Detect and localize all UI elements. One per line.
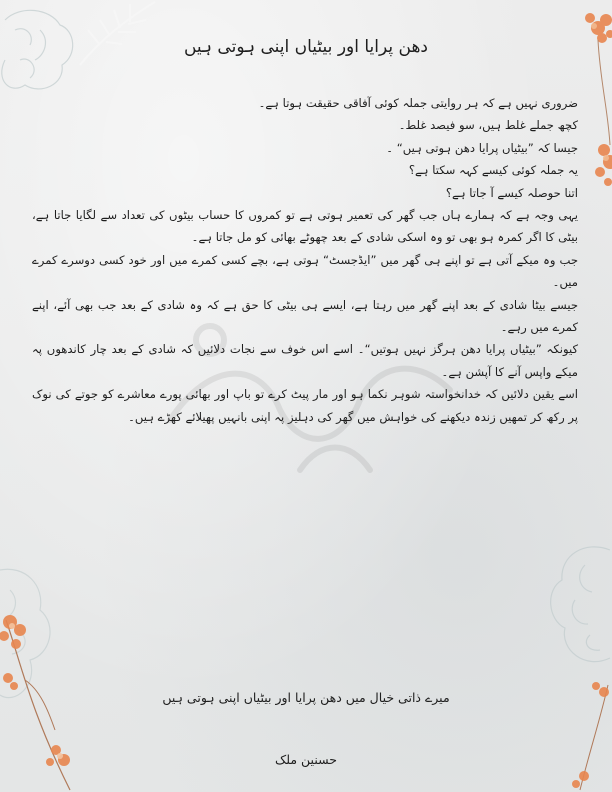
body-paragraph: اسے یقین دلائیں کہ خدانخواستہ شوہر نکما ہو اور مار پیٹ کرے تو باپ اور بھائی پورے معاشرے کو جوتے کی نوک پر رکھ کر تمھیں زندہ دیکھنے کی خواہش میں گھر کی دہلیز پہ اپنی بانہیں پھیلائے کھڑے ہیں۔: [32, 387, 578, 424]
body-paragraph: یہ جملہ کوئی کیسے کہہ سکتا ہے؟: [408, 163, 578, 178]
leaf-sprig-decoration: [70, 0, 160, 70]
body-paragraph: جب وہ میکے آتی ہے تو اپنے ہی گھر میں ”ایڈجسٹ“ ہوتی ہے، بچے کسی کمرے میں اور خود کسی دوسرے کمرے میں۔: [32, 252, 578, 290]
body-paragraph: جیسے بیٹا شادی کے بعد اپنے گھر میں رہتا ہے، ایسے ہی بیٹی کا حق ہے کہ وہ شادی کے بعد جب بھی آئے، اپنے کمرے میں رہے۔: [32, 297, 578, 335]
body-paragraph: کچھ جملے غلط ہیں، سو فیصد غلط۔: [398, 118, 578, 133]
body-paragraph: ضروری نہیں ہے کہ ہر روایتی جملہ کوئی آفاقی حقیقت ہوتا ہے۔: [258, 96, 578, 110]
brain-sketch-decoration-right: [540, 540, 612, 680]
document-body: [32, 92, 578, 428]
body-paragraph: جیسا کہ ”بیٹیاں پرایا دھن ہوتی ہیں“ ۔: [386, 140, 578, 155]
document-title: دھن پرایا اور بیٹیاں اپنی ہوتی ہیں: [183, 37, 428, 57]
closing-line: میرے ذاتی خیال میں دھن پرایا اور بیٹیاں اپنی ہوتی ہیں: [162, 690, 450, 705]
body-paragraph: کیونکہ ”بیٹیاں پرایا دھن ہرگز نہیں ہوتیں“۔ اسے اس خوف سے نجات دلائیں کہ شادی کے بعد چار کاندھوں پہ میکے واپس آنے کا آپشن ہے۔: [32, 342, 578, 379]
author-name: حسنین ملک: [275, 752, 337, 767]
brain-sketch-decoration-left: [0, 560, 70, 710]
flower-cluster-decoration-bottom-right: [560, 680, 612, 792]
body-paragraph: اتنا حوصلہ کیسے آ جاتا ہے؟: [445, 185, 578, 200]
body-paragraph: یہی وجہ ہے کہ ہمارے ہاں جب گھر کی تعمیر ہوتی ہے تو کمروں کا حساب بیٹوں کی تعداد سے لگایا جاتا ہے، بیٹی کا اگر کمرہ ہو بھی تو وہ اسکی شادی کے بعد چھوٹے بھائی کو مل جاتا ہے۔: [32, 208, 578, 245]
